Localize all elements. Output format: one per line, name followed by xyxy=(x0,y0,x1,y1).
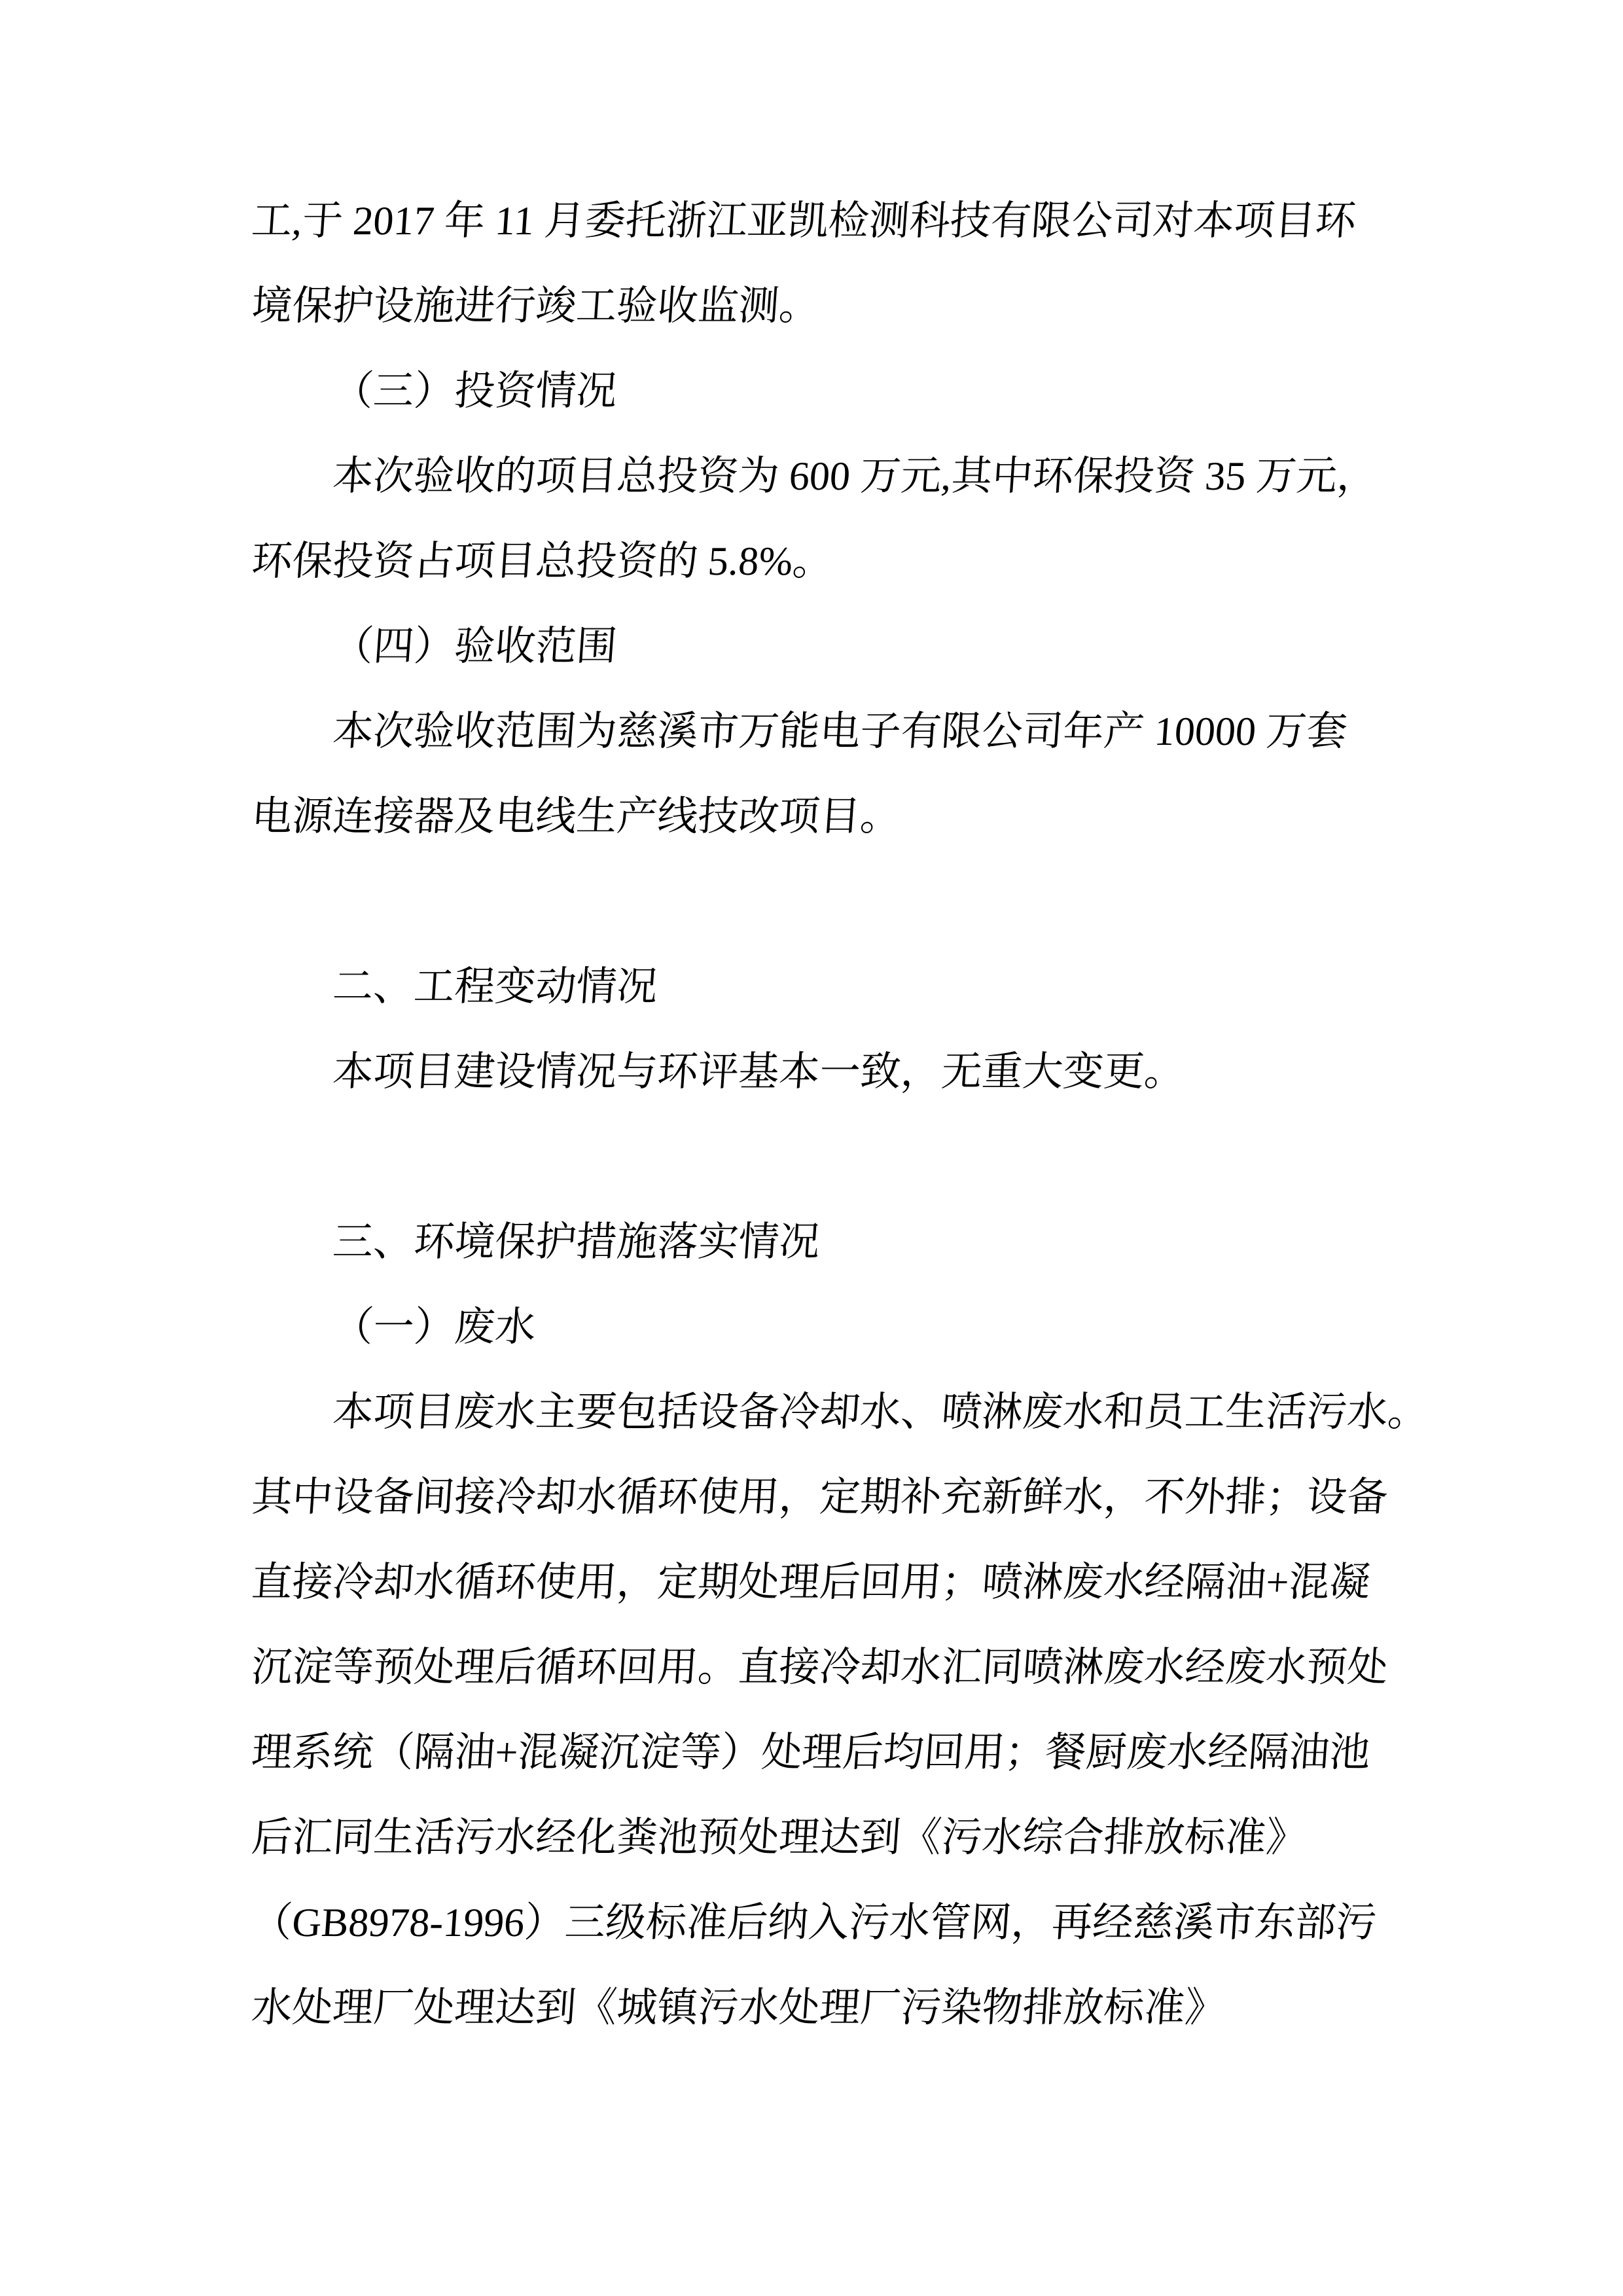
blank-line xyxy=(249,1115,1374,1200)
paragraph-line: 本项目废水主要包括设备冷却水、喷淋废水和员工生活污水。 xyxy=(331,1390,1430,1435)
paragraph-line: 本项目建设情况与环评基本一致，无重大变更。 xyxy=(331,1050,1186,1094)
paragraph-line: 环保投资占项目总投资的 5.8%。 xyxy=(250,539,835,584)
paragraph-line: 电源连接器及电线生产线技改项目。 xyxy=(250,795,902,839)
blank-line xyxy=(249,859,1374,944)
paragraph-line: 水处理厂处理达到《城镇污水处理厂污染物排放标准》 xyxy=(250,1986,1227,2030)
paragraph-line: 本次验收范围为慈溪市万能电子有限公司年产 10000 万套 xyxy=(331,709,1349,754)
section-heading-env-measures: 三、环境保护措施落实情况 xyxy=(331,1220,821,1265)
paragraph-line: 本次验收的项目总投资为 600 万元,其中环保投资 35 万元， xyxy=(331,454,1380,499)
document-body xyxy=(249,179,1430,2051)
subsection-heading-investment: （三）投资情况 xyxy=(331,369,618,414)
paragraph-line: 其中设备间接冷却水循环使用，定期补充新鲜水，不外排；设备 xyxy=(250,1475,1389,1520)
paragraph-continuation-line: 工,于 2017 年 11 月委托浙江亚凯检测科技有限公司对本项目环 xyxy=(250,199,1358,243)
section-heading-project-changes: 二、工程变动情况 xyxy=(331,965,659,1009)
paragraph-line: 沉淀等预处理后循环回用。直接冷却水汇同喷淋废水经废水预处 xyxy=(250,1645,1389,1690)
paragraph-line: （GB8978-1996）三级标准后纳入污水管网，再经慈溪市东部污 xyxy=(250,1901,1378,1945)
subsection-heading-scope: （四）验收范围 xyxy=(331,624,618,669)
paragraph-line: 理系统（隔油+混凝沉淀等）处理后均回用；餐厨废水经隔油池 xyxy=(250,1731,1372,1775)
paragraph-line: 后汇同生活污水经化粪池预处理达到《污水综合排放标准》 xyxy=(250,1816,1308,1860)
paragraph-line: 直接冷却水循环使用，定期处理后回用；喷淋废水经隔油+混凝 xyxy=(250,1560,1372,1605)
subsection-heading-wastewater: （一）废水 xyxy=(331,1305,537,1350)
paragraph-continuation-line: 境保护设施进行竣工验收监测。 xyxy=(250,284,821,329)
